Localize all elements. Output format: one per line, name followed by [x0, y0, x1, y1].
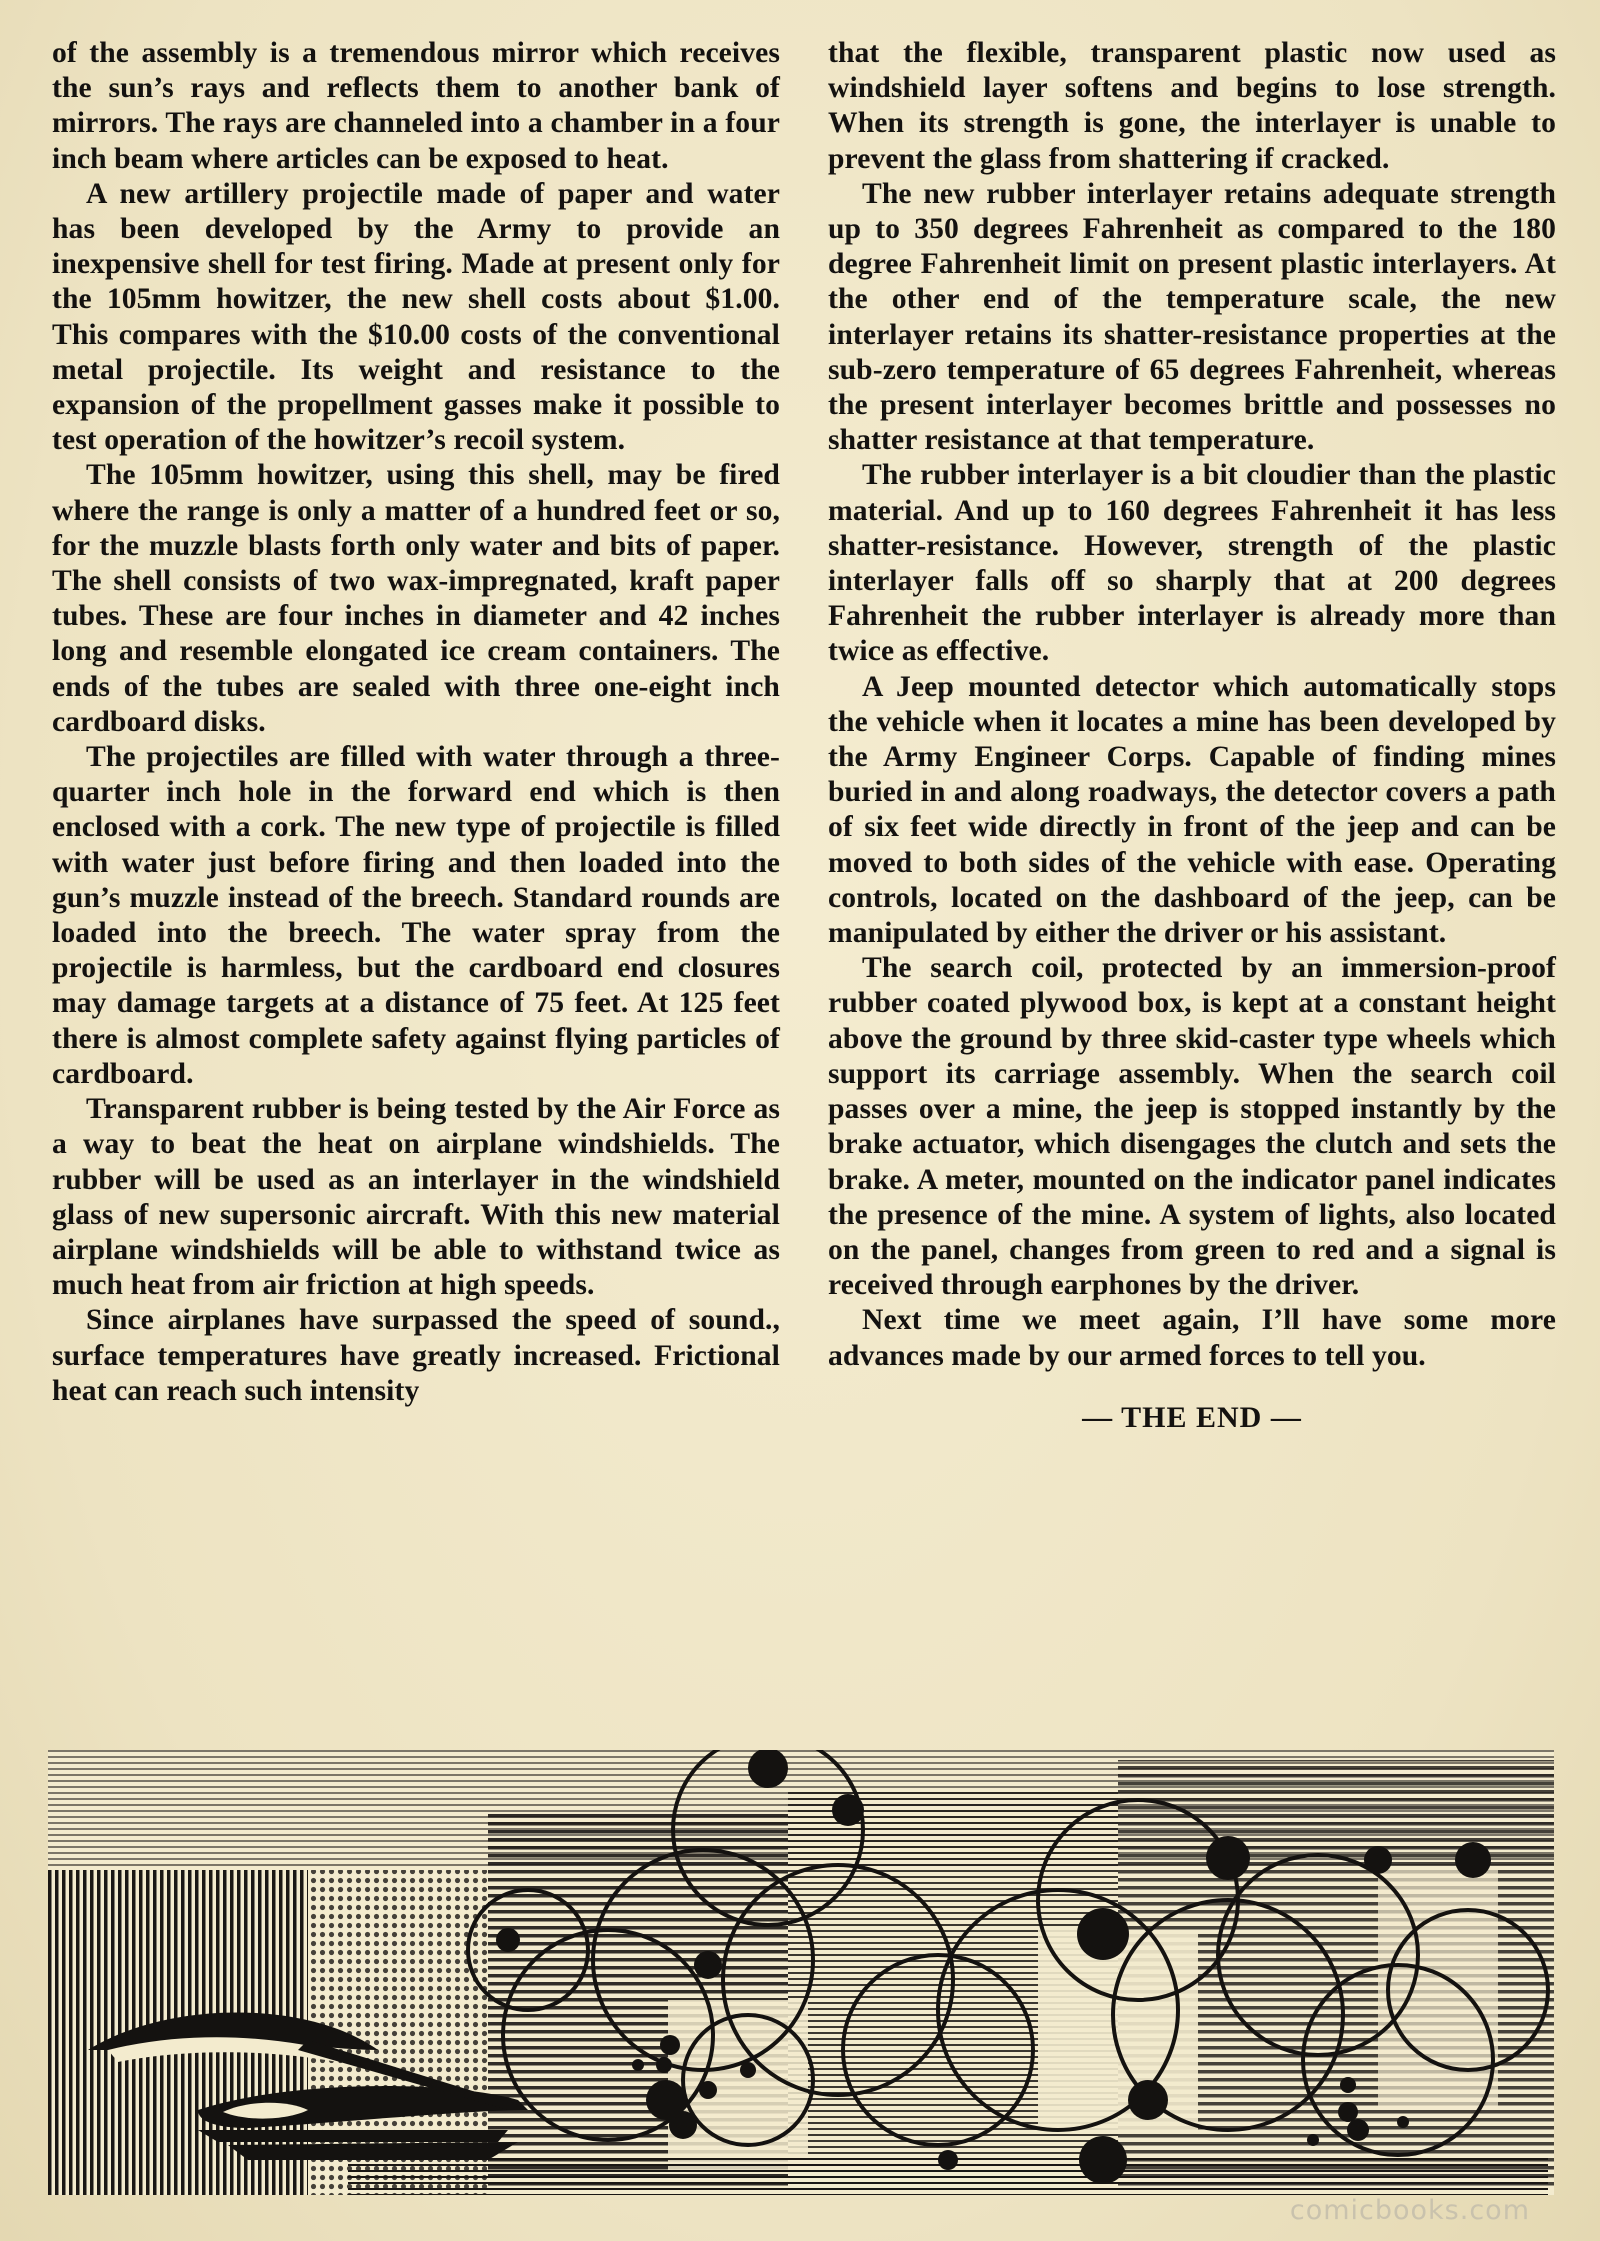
paragraph: Since airplanes have surpassed the speed of sound., surface temperatures have greatly increased. Frictional heat can reach such intensity — [52, 1304, 780, 1407]
article-right-column — [828, 36, 1556, 1435]
paragraph: of the assembly is a tremendous mirror which receives the sun’s rays and reflects them to another bank of mirrors. The rays are channeled into a chamber in a four inch beam where articles can be exposed to heat. — [52, 37, 780, 175]
paragraph: that the flexible, transparent plastic now used as windshield layer softens and begins to lose strength. When its strength is gone, the interlayer is unable to prevent the glass from shattering if cracked. — [828, 37, 1556, 175]
paragraph: The search coil, protected by an immersion-proof rubber coated plywood box, is kept at a constant height above the ground by three skid-caster type wheels which support its carriage assembly. When the search coil passes over a mine, the jeep is stopped instantly by the brake actuator, which disengages the clutch and sets the brake. A meter, mounted on the indicator panel indicates the presence of the mine. A system of lights, also located on the panel, changes from green to red and a signal is received through earphones by the driver. — [828, 952, 1556, 1302]
paragraph: The 105mm howitzer, using this shell, may be fired where the range is only a matter of a hundred feet or so, for the muzzle blasts forth only water and bits of paper. The shell consists of two wax-impregnated, kraft paper tubes. These are four inches in diameter and 42 inches long and resemble elongated ice cream containers. The ends of the tubes are sealed with three one-eight inch cardboard disks. — [52, 459, 780, 738]
article-left-column — [52, 36, 780, 1409]
paragraph: Next time we meet again, I’ll have some more advances made by our armed forces to tell you. — [828, 1304, 1556, 1372]
paragraph: A new artillery projectile made of paper and water has been developed by the Army to provide an inexpensive shell for test firing. Made at present only for the 105mm howitzer, the new shell costs about $1.00. This compares with the $10.00 costs of the conventional metal projectile. Its weight and resistance to the expansion of the propellment gasses make it possible to test operation of the howitzer’s recoil system. — [52, 177, 780, 457]
paragraph: The projectiles are filled with water through a three-quarter inch hole in the forward end which is then enclosed with a cork. The new type of projectile is filled with water just before firing and then loaded into the gun’s muzzle instead of the breech. Standard rounds are loaded into the breech. The water spray from the projectile is harmless, but the cardboard end closures may damage targets at a distance of 75 feet. At 125 feet there is almost complete safety against flying particles of cardboard. — [52, 741, 780, 1090]
paragraph: A Jeep mounted detector which automatically stops the vehicle when it locates a mine has been developed by the Army Engineer Corps. Capable of finding mines buried in and along roadways, the detector covers a path of six feet wide directly in front of the jeep and can be moved to both sides of the vehicle with ease. Operating controls, located on the dashboard of the jeep, can be manipulated by either the driver or his assistant. — [828, 670, 1556, 950]
paragraph: Transparent rubber is being tested by the Air Force as a way to beat the heat on airplane windshields. The rubber will be used as an interlayer in the windshield glass of new supersonic aircraft. With this new material airplane windshields will be able to withstand twice as much heat from air friction at high speeds. — [52, 1093, 780, 1302]
jet-aircraft-with-circles-illustration-icon — [48, 1750, 1554, 2195]
end-mark: — THE END — — [1082, 1400, 1302, 1434]
site-watermark: comicbooks.com — [1289, 2195, 1530, 2226]
paragraph: The rubber interlayer is a bit cloudier than the plastic material. And up to 160 degrees Fahrenheit it has less shatter-resistance. However, strength of the plastic interlayer falls off so sharply that at 200 degrees Fahrenheit the rubber interlayer is already more than twice as effective. — [828, 459, 1556, 668]
paragraph: The new rubber interlayer retains adequate strength up to 350 degrees Fahrenheit as compared to the 180 degree Fahrenheit limit on present plastic interlayers. At the other end of the temperature scale, the new interlayer retains its shatter-resistance properties at the sub-zero temperature of 65 degrees Fahrenheit, whereas the present interlayer becomes brittle and possesses no shatter resistance at that temperature. — [828, 177, 1556, 457]
